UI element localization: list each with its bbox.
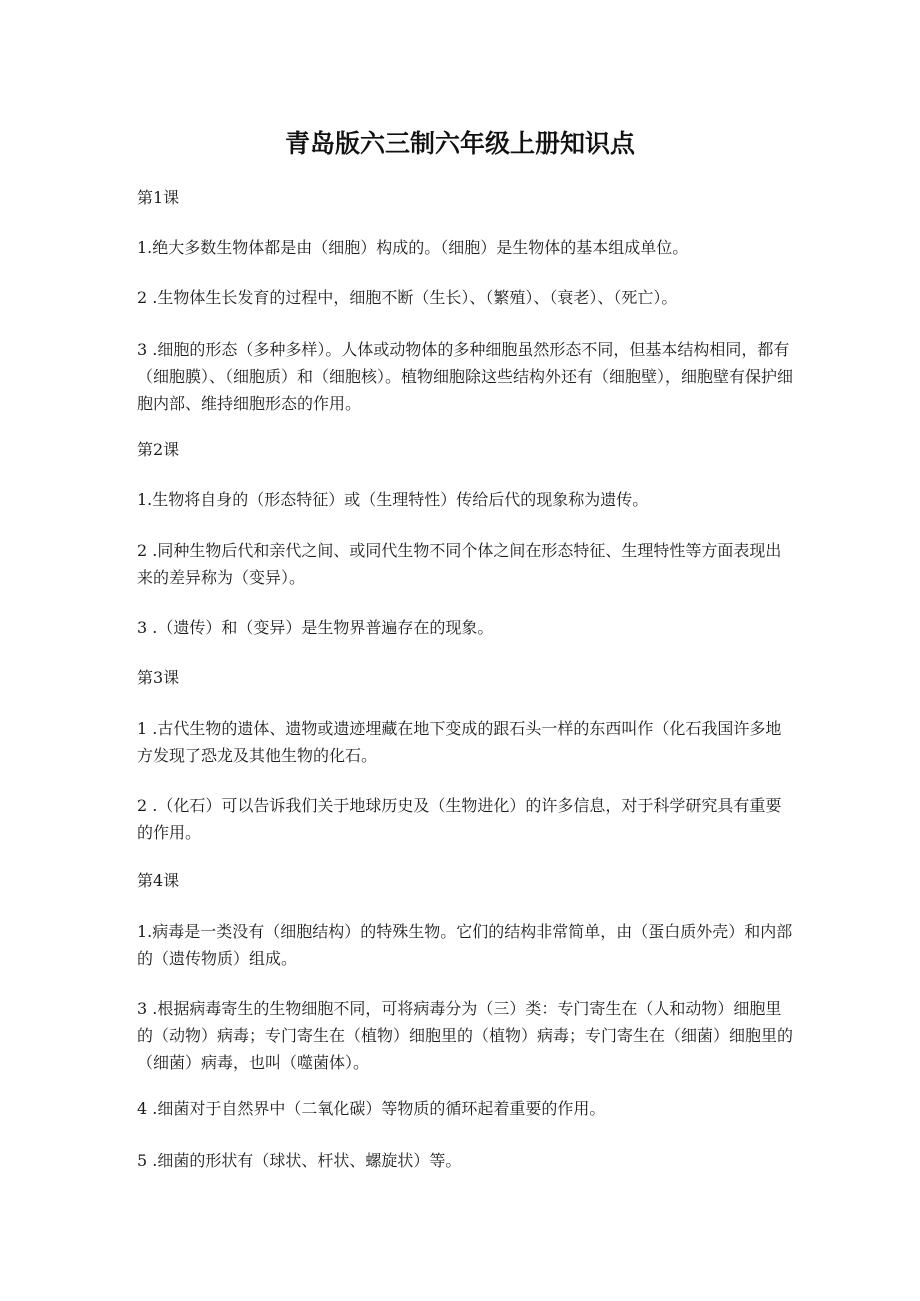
lesson-2-point-3: 3 .（遗传）和（变异）是生物界普遍存在的现象。: [137, 618, 494, 637]
lesson-2-heading: 第2课: [137, 440, 180, 459]
lesson-3-heading: 第3课: [137, 668, 180, 687]
lesson-4-point-3: 3 .根据病毒寄生的生物细胞不同，可将病毒分为（三）类：专门寄生在（人和动物）细胞里的（动物）病毒；专门寄生在（植物）细胞里的（植物）病毒；专门寄生在（细菌）细胞里的（细菌）病毒，也叫（噬菌体）。: [137, 999, 794, 1072]
lesson-2-point-2: 2 .同种生物后代和亲代之间、或同代生物不同个体之间在形态特征、生理特性等方面表现出来的差异称为（变异）。: [137, 541, 782, 587]
lesson-4-point-5: 5 .细菌的形状有（球状、杆状、螺旋状）等。: [137, 1151, 462, 1170]
lesson-4-heading: 第4课: [137, 871, 180, 890]
document-title: 青岛版六三制六年级上册知识点: [284, 129, 635, 158]
lesson-1-point-3: 3 .细胞的形态（多种多样）。人体或动物体的多种细胞虽然形态不同，但基本结构相同，都有（细胞膜）、（细胞质）和（细胞核）。植物细胞除这些结构外还有（细胞壁），细胞壁有保护细胞内部、维持细胞形态的作用。: [137, 340, 794, 413]
lesson-4-point-4: 4 .细菌对于自然界中（二氧化碳）等物质的循环起着重要的作用。: [137, 1099, 606, 1118]
lesson-3-point-2: 2 .（化石）可以告诉我们关于地球历史及（生物进化）的许多信息，对于科学研究具有重要的作用。: [137, 796, 782, 842]
lesson-1-point-1: 1.绝大多数生物体都是由（细胞）构成的。（细胞）是生物体的基本组成单位。: [137, 238, 689, 257]
lesson-1-heading: 第1课: [137, 188, 180, 207]
lesson-1-point-2: 2 .生物体生长发育的过程中，细胞不断（生长）、（繁殖）、（衰老）、（死亡）。: [137, 288, 678, 307]
lesson-2-point-1: 1.生物将自身的（形态特征）或（生理特性）传给后代的现象称为遗传。: [137, 490, 649, 509]
lesson-3-point-1: 1 .古代生物的遗体、遗物或遗迹埋藏在地下变成的跟石头一样的东西叫作（化石我国许多地方发现了恐龙及其他生物的化石。: [137, 719, 782, 765]
lesson-4-point-1: 1.病毒是一类没有（细胞结构）的特殊生物。它们的结构非常简单，由（蛋白质外壳）和内部的（遗传物质）组成。: [137, 922, 793, 968]
